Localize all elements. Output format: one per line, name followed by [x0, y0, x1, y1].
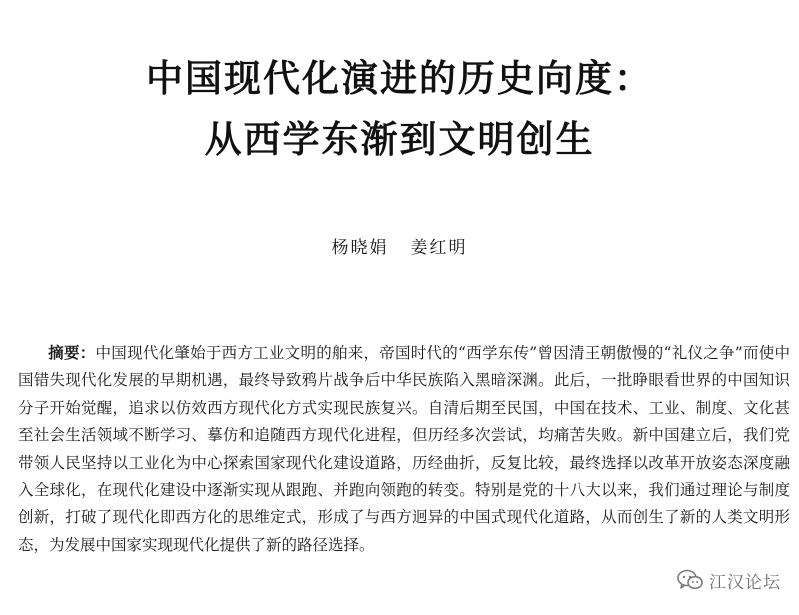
paper-title-line-1: 中国现代化演进的历史向度： — [146, 56, 653, 100]
watermark-text: 江汉论坛 — [709, 572, 781, 593]
paper-title-line-2: 从西学东渐到文明创生 — [204, 117, 595, 161]
author-list — [0, 236, 799, 260]
abstract-label: 摘要： — [48, 344, 96, 362]
wechat-icon — [677, 569, 703, 591]
author-name: 姜红明 — [410, 238, 468, 258]
watermark — [671, 566, 785, 594]
author-name: 杨晓娟 — [331, 238, 389, 258]
abstract-text: 中国现代化肇始于西方工业文明的舶来，帝国时代的“西学东传”曾因清王朝傲慢的“礼仪之争”而使中国错失现代化发展的早期机遇，最终导致鸦片战争后中华民族陷入黑暗深渊。此后，一批睁眼看世界的中国知识分子开始觉醒，追求以仿效西方现代化方式实现民族复兴。自清后期至民国，中国在技术、工业、制度、文化甚至社会生活领域不断学习、摹仿和追随西方现代化进程，但历经多次尝试，均痛苦失败。新中国建立后，我们党带领人民坚持以工业化为中心探索国家现代化建设道路，历经曲折，反复比较，最终选择以改革开放姿态深度融入全球化，在现代化建设中逐渐实现从跟跑、并跑向领跑的转变。特别是党的十八大以来，我们通过理论与制度创新，打破了现代化即西方化的思维定式，形成了与西方迥异的中国式现代化道路，从而创生了新的人类文明形态，为发展中国家实现现代化提供了新的路径选择。 — [18, 344, 790, 554]
abstract-paragraph — [18, 340, 790, 559]
